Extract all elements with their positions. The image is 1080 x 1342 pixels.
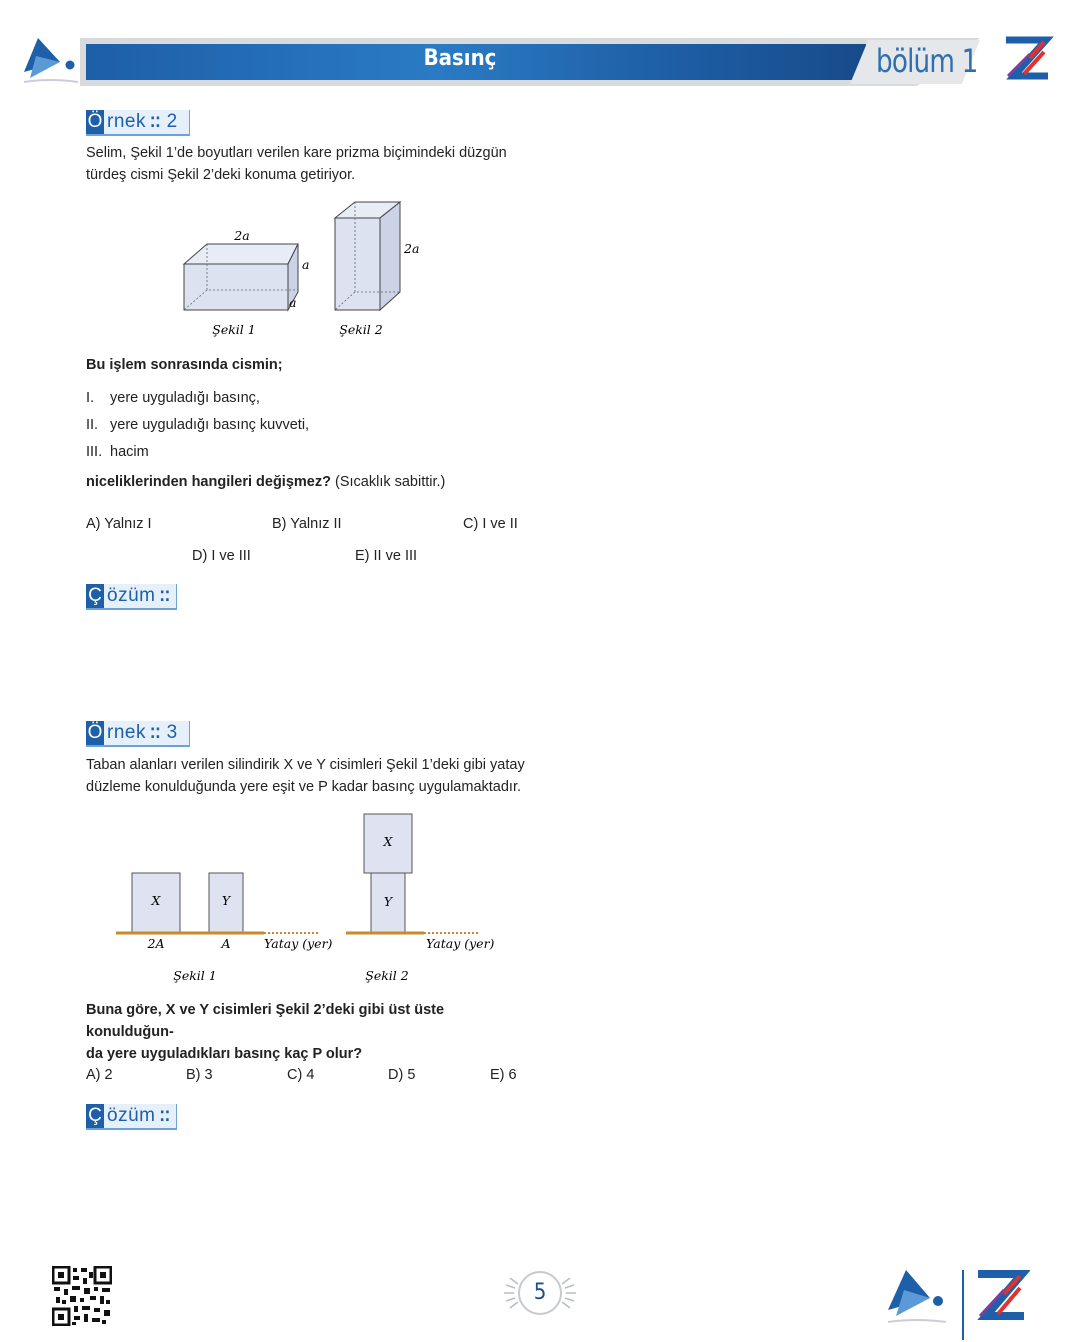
figure-caption: Şekil 1 [173,968,217,983]
question-note: (Sıcaklık sabittir.) [335,474,446,490]
figure-caption: Şekil 1 [212,322,256,337]
dots-icon: ⁚⁚ [149,724,161,741]
solution-label [86,584,177,610]
example-3-stem [86,754,526,798]
stem-line: düzleme konulduğunda yere eşit ve P kadar basınç uygulamaktadır. [86,779,521,795]
example-2-stem [86,142,526,186]
dim-label: a [302,257,310,272]
stem-line: türdeş cismi Şekil 2’deki konuma getiriyor. [86,167,356,183]
example-label-initial: Ö [87,722,103,743]
statement-text: yere uyguladığı basınç, [110,390,260,406]
statement-number: III. [86,444,103,460]
dim-label: a [289,295,297,310]
example-number: 2 [166,111,178,132]
area-label: 2A [147,936,165,951]
dim-label: 2a [404,241,420,256]
example-3-figure [110,810,510,990]
statement-item [86,439,526,466]
example-2-figure [150,196,450,346]
z-logo [1000,34,1054,84]
page-title: Basınç [423,46,497,71]
ground-label: Yatay (yer) [426,936,495,951]
solution-label [86,1104,177,1130]
option-d[interactable]: D) I ve III [192,548,251,564]
example-label-text: rnek [107,722,146,743]
area-label: A [221,936,231,951]
footer-logo [884,1266,948,1326]
dots-icon: ⁚⁚ [159,587,171,604]
prism-figure-2 [335,202,400,310]
option-c[interactable]: C) I ve II [463,516,518,532]
statement-list [86,385,526,466]
option-e[interactable]: E) 6 [490,1067,517,1083]
figure-caption: Şekil 2 [365,968,409,983]
statement-number: II. [86,417,99,433]
publisher-logo-icon [20,34,80,86]
dots-icon: ⁚⁚ [149,113,161,130]
object-label: X [151,893,161,908]
solution-label-text: özüm [107,585,156,606]
question-line: da yere uyguladıkları basınç kaç P olur? [86,1046,363,1062]
qr-code-icon[interactable] [52,1266,112,1326]
z-brand-icon [1000,34,1054,84]
prism-figure-1 [184,244,298,310]
dots-icon: ⁚⁚ [159,1107,171,1124]
statement-text: yere uyguladığı basınç kuvveti, [110,417,310,433]
statement-item [86,385,526,412]
example-2-label [86,110,190,136]
statement-text: hacim [110,444,149,460]
option-e[interactable]: E) II ve III [355,548,418,564]
stem-line: Taban alanları verilen silindirik X ve Y cisimleri Şekil 1’deki gibi yatay [86,757,525,773]
ground-label: Yatay (yer) [264,936,333,951]
option-a[interactable]: A) 2 [86,1067,113,1083]
option-a[interactable]: A) Yalnız I [86,516,152,532]
option-d[interactable]: D) 5 [388,1067,416,1083]
option-b[interactable]: B) 3 [186,1067,213,1083]
question-line: Buna göre, X ve Y cisimleri Şekil 2’deki gibi üst üste konulduğun- [86,1002,445,1040]
figure-caption: Şekil 2 [339,322,383,337]
statement-item [86,412,526,439]
example-3-question [86,999,526,1065]
stem-line: Selim, Şekil 1’de boyutları verilen kare prizma biçimindeki düzgün [86,145,507,161]
page-number: 5 [533,1280,547,1305]
question-lead: Bu işlem sonrasında cismin; [86,357,283,373]
solution-label-initial: Ç [86,584,104,608]
example-label-initial: Ö [87,111,103,132]
object-label: Y [383,894,393,909]
example-label-text: rnek [107,111,146,132]
option-b[interactable]: B) Yalnız II [272,516,342,532]
question-text [86,471,526,493]
section-label: bölüm 1 [876,42,978,80]
z-brand-icon [972,1268,1030,1324]
footer-divider [962,1270,964,1340]
page-number-badge [500,1268,580,1318]
option-c[interactable]: C) 4 [287,1067,315,1083]
publisher-logo-icon [884,1266,948,1326]
solution-label-initial: Ç [86,1104,104,1128]
question-bold: niceliklerinden hangileri değişmez? [86,474,331,490]
example-3-label [86,721,190,747]
object-label: Y [221,893,231,908]
object-label: X [383,834,393,849]
solution-label-text: özüm [107,1105,156,1126]
dim-label: 2a [234,228,250,243]
statement-number: I. [86,390,95,406]
header-logo [20,34,80,86]
example-number: 3 [166,722,178,743]
footer-z-logo [972,1268,1030,1324]
